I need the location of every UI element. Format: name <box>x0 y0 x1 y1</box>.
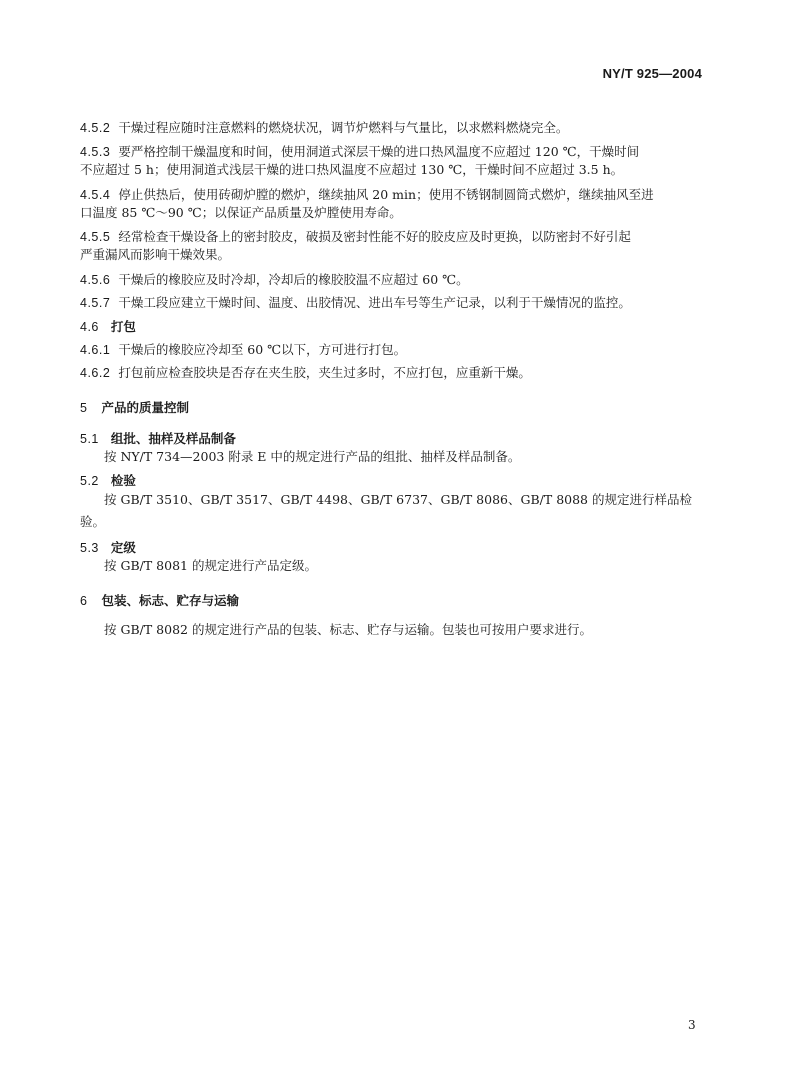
heading-number: 4.6 <box>80 320 99 334</box>
clause-4-5-4 <box>80 186 712 204</box>
paragraph-5-2-continued: 验。 <box>80 514 106 529</box>
clause-4-5-3-continued: 不应超过 5 h；使用洞道式浅层干燥的进口热风温度不应超过 130 ℃，干燥时间不应超过 3.5 h。 <box>80 162 624 177</box>
clause-4-5-5-continued: 严重漏风而影响干燥效果。 <box>80 247 231 262</box>
page-number: 3 <box>688 1018 696 1032</box>
heading-5-2 <box>80 472 712 490</box>
clause-text: 打包前应检查胶块是否存在夹生胶，夹生过多时，不应打包，应重新干燥。 <box>118 365 531 380</box>
clause-text: 要严格控制干燥温度和时间，使用洞道式深层干燥的进口热风温度不应超过 120 ℃，干燥时间 <box>118 144 640 159</box>
paragraph-6: 按 GB/T 8082 的规定进行产品的包装、标志、贮存与运输。包装也可按用户要求进行。 <box>104 622 592 637</box>
clause-4-5-2 <box>80 119 712 137</box>
clause-number: 4.5.5 <box>80 230 111 244</box>
clause-4-5-7 <box>80 294 712 312</box>
standard-code-header: NY/T 925—2004 <box>602 66 702 81</box>
heading-text: 检验 <box>110 473 136 488</box>
clause-number: 4.5.2 <box>80 121 111 135</box>
clause-4-5-4-continued: 口温度 85 ℃～90 ℃；以保证产品质量及炉膛使用寿命。 <box>80 205 402 220</box>
paragraph-5-2: 按 GB/T 3510、GB/T 3517、GB/T 4498、GB/T 6737、GB/T 8086、GB/T 8088 的规定进行样品检 <box>104 492 692 507</box>
clause-4-5-5 <box>80 228 712 246</box>
heading-text: 定级 <box>110 540 136 555</box>
heading-number: 5.1 <box>80 432 99 446</box>
heading-5-3 <box>80 539 712 557</box>
heading-number: 5 <box>80 401 88 415</box>
paragraph-5-1: 按 NY/T 734—2003 附录 E 中的规定进行产品的组批、抽样及样品制备。 <box>104 449 521 464</box>
clause-number: 4.5.6 <box>80 273 111 287</box>
clause-text: 干燥后的橡胶应及时冷却，冷却后的橡胶胶温不应超过 60 ℃。 <box>118 272 469 287</box>
clause-number: 4.5.4 <box>80 188 111 202</box>
clause-text: 停止供热后，使用砖砌炉膛的燃炉，继续抽风 20 min；使用不锈钢制圆筒式燃炉，继续抽风至进 <box>118 187 654 202</box>
clause-number: 4.6.1 <box>80 343 111 357</box>
clause-number: 4.5.7 <box>80 296 111 310</box>
heading-number: 6 <box>80 594 88 608</box>
clause-4-6-1 <box>80 341 712 359</box>
clause-text: 经常检查干燥设备上的密封胶皮，破损及密封性能不好的胶皮应及时更换，以防密封不好引起 <box>118 229 631 244</box>
heading-text: 组批、抽样及样品制备 <box>110 431 236 446</box>
heading-number: 5.2 <box>80 474 99 488</box>
heading-text: 包装、标志、贮存与运输 <box>101 593 239 608</box>
clause-text: 干燥过程应随时注意燃料的燃烧状况，调节炉燃料与气量比，以求燃料燃烧完全。 <box>118 120 569 135</box>
heading-text: 产品的质量控制 <box>101 400 189 415</box>
clause-4-6-2 <box>80 364 712 382</box>
clause-text: 干燥后的橡胶应冷却至 60 ℃以下，方可进行打包。 <box>118 342 407 357</box>
clause-4-5-3 <box>80 143 712 161</box>
paragraph-5-3: 按 GB/T 8081 的规定进行产品定级。 <box>104 558 317 573</box>
heading-5-1 <box>80 430 712 448</box>
clause-text: 干燥工段应建立干燥时间、温度、出胶情况、进出车号等生产记录，以利于干燥情况的监控。 <box>118 295 631 310</box>
heading-5 <box>80 399 712 417</box>
clause-4-5-6 <box>80 271 712 289</box>
heading-4-6 <box>80 318 712 336</box>
clause-number: 4.6.2 <box>80 366 111 380</box>
heading-text: 打包 <box>110 319 136 334</box>
heading-number: 5.3 <box>80 541 99 555</box>
clause-number: 4.5.3 <box>80 145 111 159</box>
heading-6 <box>80 592 712 610</box>
